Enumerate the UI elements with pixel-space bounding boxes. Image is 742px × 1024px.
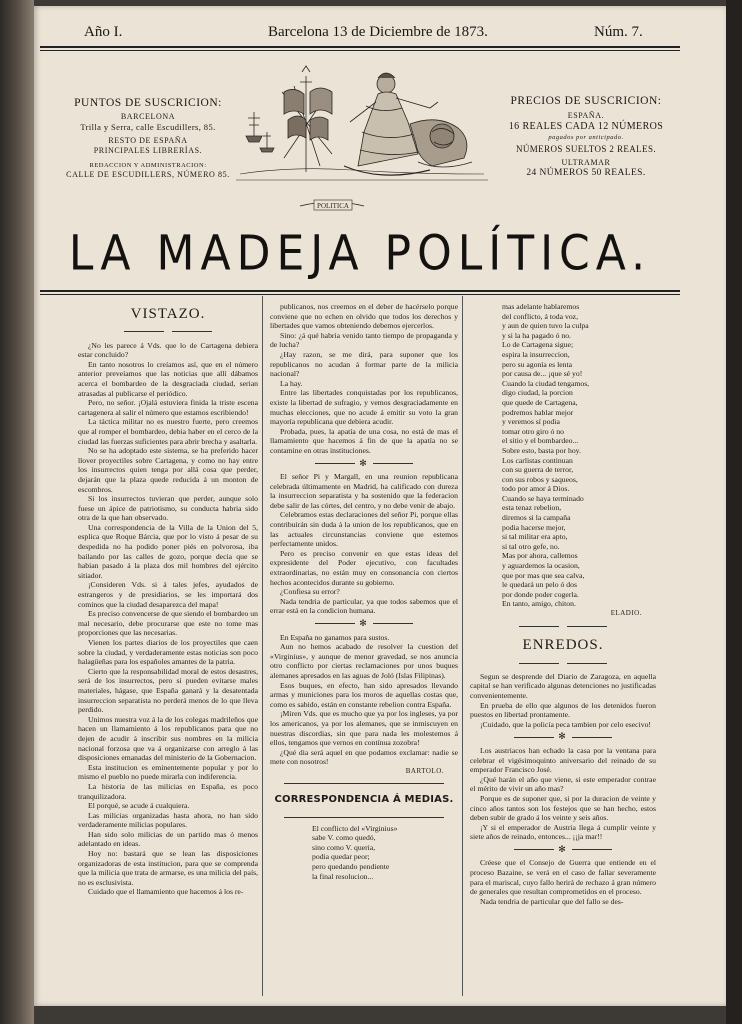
prices-spain-amount: 16 REALES CADA 12 NÚMEROS bbox=[508, 121, 664, 133]
paragraph: La táctica militar no es nuestro fuerte, pero creemos que al romper el bombardeo, debia haber en el cerco de la ciudad las fuerzas suficientes para abrir brecha y asaltarla. bbox=[78, 417, 258, 446]
paragraph: ¡Miren Vds. que es mucho que ya por los ingleses, ya por los americanos, ya por los alemanes, que se inmiscuyen en nuestras discordias, sin que para nada les molestemos á ellos, tengamos que vernos en contínua zozobra! bbox=[270, 709, 458, 748]
subscription-bookseller: Trilla y Serra, calle Escudillers, 85. bbox=[80, 122, 216, 133]
poem-line: sino como V. queria, bbox=[312, 842, 376, 852]
ornament: ✻ bbox=[470, 732, 656, 742]
header-rule bbox=[40, 46, 680, 48]
book-binding bbox=[0, 0, 34, 1024]
poem-line: el sitio y el bombardeo... bbox=[502, 436, 579, 446]
prices-spain: ESPAÑA. bbox=[567, 111, 605, 121]
column-2 bbox=[270, 302, 458, 992]
paragraph: ¡Y si el emperador de Austria llega á cumplir veinte y siete años de reinado, entonces... ¡¡ja mar!! bbox=[470, 822, 656, 842]
poem-line: pero su agonía es lenta bbox=[502, 359, 573, 369]
ornament: ✻ bbox=[470, 845, 656, 855]
poem-line: esta tenaz rebelion, bbox=[502, 503, 562, 513]
subscription-prices bbox=[500, 94, 672, 180]
poem-line: mas adelante hablaremos bbox=[502, 302, 580, 311]
newspaper-title: LA MADEJA POLÍTICA. bbox=[68, 225, 652, 282]
enredos-block-2 bbox=[470, 746, 656, 842]
paragraph: Pero es preciso convenir en que estas ideas del expresidente del Poder ejecutivo, con facultades extraordinarias, no están muy en consonancia con ciertos hechos acontecidos durante su gobierno. bbox=[270, 548, 458, 587]
paragraph: Entre las libertades conquistadas por los republicanos, existe la libertad de sufragio, y vemos desgraciadamente en muchas elecciones, que no acude á emitir su voto la gran mayoría republicana que debiera acudir. bbox=[270, 388, 458, 427]
poem-line: podia quedar peor; bbox=[312, 852, 370, 862]
col2-block-2 bbox=[270, 472, 458, 616]
paragraph: Pero, no señor. ¡Ojalá estuviera finida la triste escena cartagenera al salir el número que estamos escribiendo! bbox=[78, 398, 258, 417]
ornament bbox=[270, 779, 458, 789]
poem-line: con su guerra de terror, bbox=[502, 465, 574, 475]
ornament bbox=[270, 812, 458, 822]
ornament: ✻ bbox=[270, 619, 458, 629]
signature-eladio: ELADIO. bbox=[610, 609, 642, 617]
poem-line: con sus robos y saqueos, bbox=[502, 474, 578, 484]
ornament: ✻ bbox=[270, 459, 458, 469]
column-divider-1 bbox=[262, 296, 263, 996]
paragraph: La hay. bbox=[280, 378, 303, 388]
poem-line: Sobre esto, basta por hoy. bbox=[502, 445, 581, 455]
paragraph: No se ha adoptado este sistema, se ha preferido hacer llover proyectiles sobre Cartagena, y como no hay entre los insurrectos quien tenga por allá cosa que perder, dejarán que la plaza quede reducida á un monton de escombros. bbox=[78, 446, 258, 494]
enredos-block-3 bbox=[470, 858, 656, 906]
vistazo-text bbox=[78, 341, 258, 897]
paragraph: Nada tendria de particular que del fallo se des- bbox=[480, 896, 624, 906]
paragraph: Esta institucion es eminentemente popular y por lo mismo el pueblo no puede mirarla con indiferencia. bbox=[78, 762, 258, 782]
lion-icon bbox=[410, 120, 472, 167]
poem-line: por causa de... ¡que sé yo! bbox=[502, 369, 583, 379]
poem-line: y aun de quien tuvo la culpa bbox=[502, 321, 589, 331]
poem-line: Cuando se haya terminado bbox=[502, 493, 584, 503]
poem-line: Los carlistas continuan bbox=[502, 455, 573, 465]
poem-line: que por mas que sea calva, bbox=[502, 570, 585, 580]
header-rule-thin bbox=[40, 50, 680, 51]
prices-loose: NÚMEROS SUELTOS 2 REALES. bbox=[515, 144, 657, 154]
page-edge bbox=[726, 0, 742, 1024]
masthead-rule bbox=[40, 290, 680, 292]
prices-overseas-amount: 24 NÚMEROS 50 REALES. bbox=[526, 168, 646, 179]
correspondencia-heading: CORRESPONDENCIA Á MEDIAS. bbox=[274, 794, 454, 806]
paragraph: En tanto nosotros lo creíamos así, que en el número anterior preveíamos que las noticias que allí dábamos acerca el bombardeo de la desgraciada ciudad, serian atrasadas al publicarse el periódico. bbox=[78, 359, 258, 398]
paragraph: Hoy no: bastará que se lean las disposiciones organizadoras de esta institucion, para que se comprenda que la milicia que trata de armarse, es una milicia del país, no es esclusivista. bbox=[78, 849, 258, 887]
paragraph: Esos buques, en efecto, han sido apresados llevando armas y municiones para los moros de aquellas costas que, como es sabido, están en constante rebelion contra España. bbox=[270, 680, 458, 709]
paragraph: El señor Pi y Margall, en una reunion republicana celebrada últimamente en Madrid, ha calificado con dureza la insurreccion separatista y ha sostenido que la federacion debe salir de las córtes, del centro, y no debe venir de abajo. bbox=[270, 472, 458, 510]
ornament bbox=[78, 327, 258, 337]
paragraph: El porqué, se acude á cualquiera. bbox=[88, 801, 190, 811]
correspondencia-poem bbox=[270, 824, 458, 882]
paragraph: Créese que el Consejo de Guerra que entiende en el proceso Bazaine, se verá en el caso de fallar severamente para el mariscal, cuyo fallo herirá de rechazo á gran número de generales que resultan comprometidos en el proceso. bbox=[470, 858, 656, 897]
poem-line: Cuando la ciudad tengamos, bbox=[502, 378, 590, 388]
poem-line: En tanto, amigo, chiton. bbox=[502, 599, 576, 609]
poem-line: digo ciudad, la porcion bbox=[502, 388, 573, 398]
poem-line: la final resolucion... bbox=[312, 871, 374, 881]
poem-line: espira la insurreccion, bbox=[502, 349, 570, 359]
enredos-heading: ENREDOS. bbox=[522, 637, 604, 654]
flags-trophy-icon bbox=[282, 66, 332, 172]
subscription-points bbox=[62, 96, 234, 180]
admin-address: CALLE DE ESCUDILLERS, NÚMERO 85. bbox=[66, 170, 230, 180]
paragraph: Unimos nuestra voz á la de los colegas madrileños que hacen un llamamiento á los republicanos para que no dejen de acudir á inscribir sus nombres en la milicia nacional forzosa que va á organizarse con arreglo á las disposiciones emanadas del ministerio de la Gobernacion. bbox=[78, 714, 258, 763]
paragraph: Sino: ¿á qué habria venido tanto tiempo de propaganda y de lucha? bbox=[270, 330, 458, 350]
paragraph: Es preciso convencerse de que siendo el bombardeo un mal necesario, debe procurarse que este no tome mas proporciones que las necesarias. bbox=[78, 609, 258, 638]
paragraph: Las milicias organizadas hasta ahora, no han sido verdaderamente milicias populares. bbox=[78, 810, 258, 830]
ships-icon bbox=[246, 112, 274, 152]
paragraph: Segun se desprende del Diario de Zaragoza, en aquella capital se han verificado algunas detenciones no justificadas convenientemente. bbox=[470, 671, 656, 700]
allegory-woman-lion-icon bbox=[236, 66, 488, 180]
paragraph: Cuidado que el llamamiento que hacemos á los re- bbox=[88, 887, 244, 897]
poem-line: sabe V. como quedó, bbox=[312, 833, 376, 843]
ornament bbox=[470, 658, 656, 668]
paragraph: ¡Consideren Vds. si á tales jefes, ayudados de estrangeros y de presidiarios, se les importará dos cominos que la ciudad desaparezca del mapa! bbox=[78, 580, 258, 609]
poem-line: todo por amor á Dios. bbox=[502, 484, 570, 494]
column-divider-2 bbox=[462, 296, 463, 996]
poem-line: le quedará un pelo ó dos bbox=[502, 580, 577, 590]
subscription-rest-places: PRINCIPALES LIBRERÍAS. bbox=[93, 146, 203, 155]
poem-line: si tal militar era apto, bbox=[502, 532, 568, 542]
poem-line: del conflicto, á toda voz, bbox=[502, 311, 578, 321]
date-label: Barcelona 13 de Diciembre de 1873. bbox=[268, 24, 488, 40]
paragraph: Han sido solo milicias de un partido mas ó menos adelantado en ideas. bbox=[78, 829, 258, 849]
paragraph: Si los insurrectos tuvieran que perder, aunque solo fuese un ápice de patriotismo, su conducta habria sido otra de la que han observado. bbox=[78, 494, 258, 523]
paragraph: En España no ganamos para sustos. bbox=[280, 632, 390, 642]
year-label: Año I. bbox=[84, 24, 123, 40]
paragraph: En prueba de ello que algunos de los detenidos fueron puestos en libertad prontamente. bbox=[470, 700, 656, 720]
col2-block-3 bbox=[270, 633, 458, 767]
paragraph: ¿Qué dia será aquel en que podamos exclamar: nadie se mete con nosotros! bbox=[270, 747, 458, 767]
ornament bbox=[470, 622, 656, 632]
prices-prepaid: pagados por anticipado. bbox=[548, 133, 624, 141]
signature-bartolo: BARTOLO. bbox=[405, 766, 444, 775]
poem-line: por donde poder cogerla. bbox=[502, 589, 579, 599]
paragraph: ¿Qué harán el año que viene, si este emperador contrae el mérito de vivir un año mas? bbox=[470, 774, 656, 794]
col2-block-1 bbox=[270, 302, 458, 456]
poem-continuation bbox=[470, 302, 656, 609]
subscription-rest-title: RESTO DE ESPAÑA bbox=[108, 136, 188, 145]
poem-line: y veremos sí podia bbox=[502, 417, 560, 427]
paragraph: Celebramos estas declaraciones del señor Pi, porque ellas contribuirán sin duda á la union de los republicanos, que en las actuales circunstancias conviene que estemos perfectamente unidos. bbox=[270, 510, 458, 549]
paragraph: Probada, pues, la apatía de una cosa, no está de mas el llamamiento que hacemos á fin de que la apatía no se contamine en otras instituciones. bbox=[270, 426, 458, 455]
column-3 bbox=[470, 302, 656, 992]
paragraph: ¡Cuidado, que la policía peca tambien por celo esecivo! bbox=[480, 719, 651, 729]
poem-line: si tal otro gefe, no. bbox=[502, 541, 560, 551]
paragraph: Vienen los partes diarios de los proyectiles que caen sobre la ciudad, y verdaderamente estas noticias son poco halagüeñas para los españoles amantes de la patria. bbox=[78, 638, 258, 667]
paragraph: Porque es de suponer que, si por la duracion de veinte y cinco años tantos son los festejos que se han hecho, estos deben subir de grado á los veinte y seis años. bbox=[470, 793, 656, 823]
allegory-vignette bbox=[232, 62, 494, 218]
prices-title: PRECIOS DE SUSCRICION: bbox=[510, 95, 662, 107]
poem-line: que quede de Cartagena, bbox=[502, 397, 578, 407]
header-line bbox=[44, 24, 644, 44]
poem-line: tomar otro giro ó no bbox=[502, 426, 564, 436]
subscription-points-title: PUNTOS DE SUSCRICION: bbox=[74, 97, 222, 109]
column-1 bbox=[78, 302, 258, 992]
subscription-city: BARCELONA bbox=[120, 112, 176, 122]
paragraph: Aun no hemos acabado de resolver la cuestion del «Virginius», y aunque de menor gravedad, se nos anuncia otro conflicto por ciertas reclamaciones por unos buques alemanes apresados en las aguas de Joló (Islas Filipinas). bbox=[270, 642, 458, 680]
masthead-rule-thin bbox=[40, 294, 680, 295]
poem-line: Lo de Cartagena sigue; bbox=[502, 340, 574, 350]
poem-line: pero quedando pendiente bbox=[312, 862, 390, 872]
poem-line: y si la ha pagado ó no. bbox=[502, 330, 571, 340]
poem-line: podia hacerse mejor, bbox=[502, 522, 566, 532]
vignette-banner-text: POLITICA bbox=[317, 202, 349, 210]
vistazo-heading: VISTAZO. bbox=[130, 306, 206, 322]
paragraph: La historia de las milicias en España, es poco tranquilizadora. bbox=[78, 781, 258, 801]
poem-line: podremos hablar mejor bbox=[502, 407, 574, 417]
poem-line: El conflicto del «Virginius» bbox=[312, 823, 398, 833]
paragraph: Los austriacos han echado la casa por la ventana para celebrar el vigésimoquinto aniversario del reinado de su emperador Francisco José. bbox=[470, 745, 656, 775]
paragraph: ¿No les parece á Vds. que lo de Cartagena debiera estar concluido? bbox=[78, 340, 258, 360]
admin-title: REDACCION Y ADMINISTRACION: bbox=[89, 162, 207, 169]
paragraph: Cierto que la responsabilidad moral de estos desastres, será de los insurrectos, pero si pueden evitarse males materiales, hágase, que España ganará y la desatentada insurreccion separatista no perderá menos de lo que lleva perdido. bbox=[78, 666, 258, 715]
issue-number: Núm. 7. bbox=[594, 24, 643, 40]
enredos-block-1 bbox=[470, 672, 656, 730]
poem-line: Mas por ahora, callemos bbox=[502, 551, 578, 561]
paragraph: Una correspondencia de la Villa de la Union del 5, esplica que Roque Bárcia, que por lo visto á pesar de su despedida no ha podido poner piés en polvorosa, iba bailando por las calles de gozo, porque decia que se habian pasado á la plaza dos mil hombres del ejército sitiador. bbox=[78, 522, 258, 580]
poem-line: diremos si la campaña bbox=[502, 513, 571, 523]
paragraph: publicanos, nos creemos en el deber de hacérselo porque conviene que no echen en olvido que todos los derechos y libertades que vamos obteniendo debemos ejercerlos. bbox=[270, 302, 458, 331]
prices-overseas: ULTRAMAR bbox=[561, 158, 611, 168]
poem-line: y aguardemos la ocasion, bbox=[502, 561, 580, 571]
paragraph: ¿Confiesa su error? bbox=[280, 587, 340, 597]
paragraph: Nada tendria de particular, ya que todos sabemos que el errar está en la condicion humana. bbox=[270, 596, 458, 616]
paragraph: ¿Hay razon, se me dirá, para suponer que los republicanos no acudan á formar parte de la milicia nacional? bbox=[270, 349, 458, 379]
